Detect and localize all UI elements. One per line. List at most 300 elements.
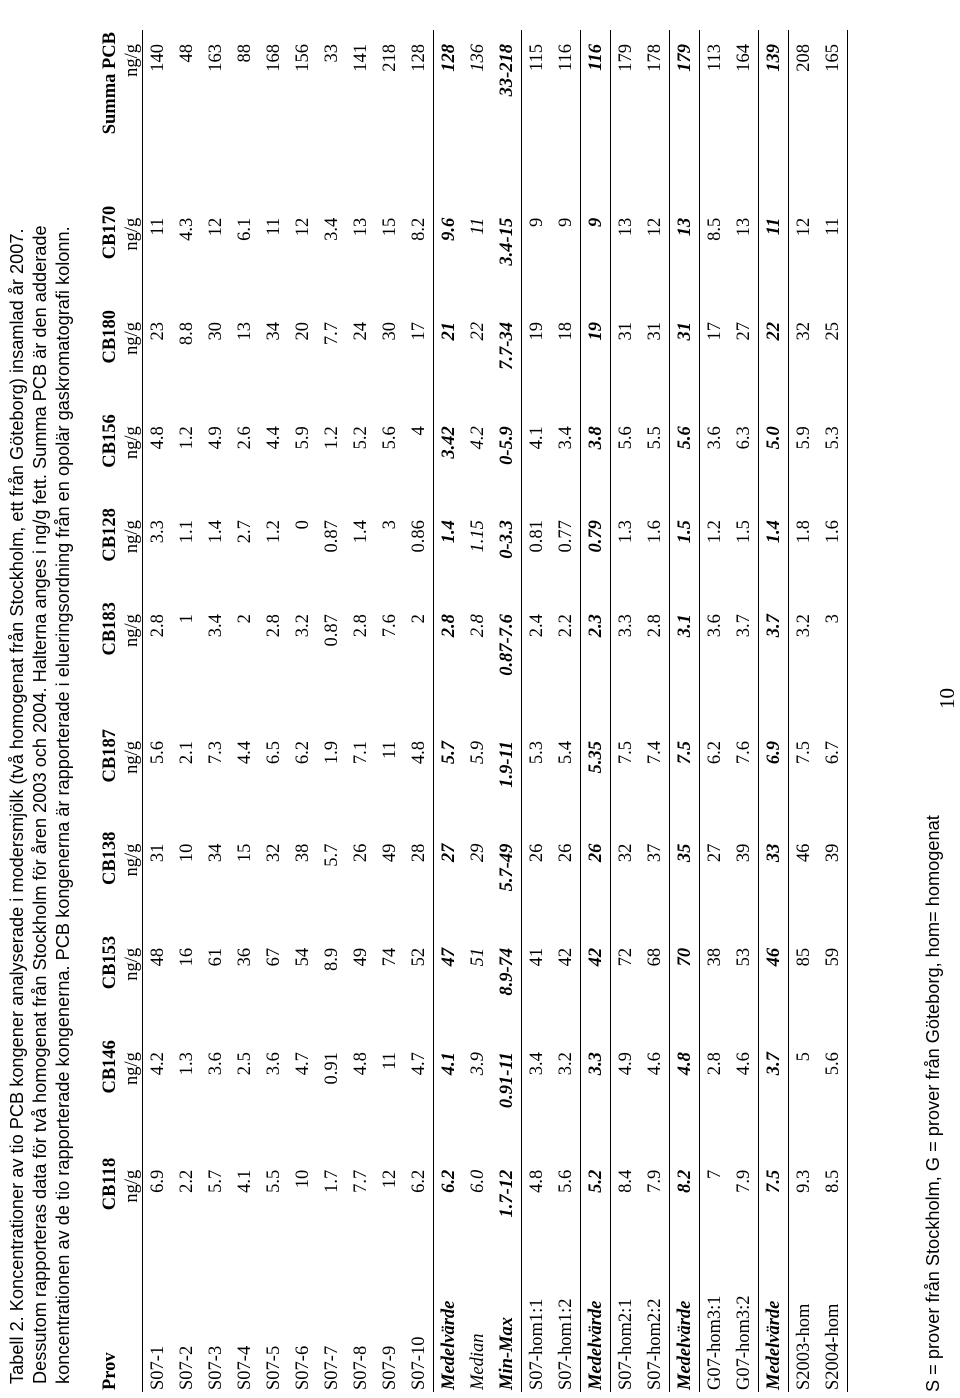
- table-cell: 6.2: [434, 1156, 464, 1260]
- table-cell: 3: [379, 520, 400, 530]
- table-cell: 1.3: [176, 1052, 197, 1076]
- table-cell: 2.8: [644, 614, 665, 638]
- row-label: S07-5: [263, 1345, 284, 1390]
- table-cell: 1.9: [321, 741, 342, 765]
- table-cell: 5.9: [789, 412, 819, 506]
- table-cell: 5.6: [670, 412, 700, 506]
- table-cell: 1.15: [467, 520, 488, 553]
- pcb-table: [98, 30, 848, 1392]
- table-cell: 18: [555, 322, 576, 341]
- table-cell: 0-3.3: [496, 520, 517, 559]
- table-cell: 3.7: [733, 614, 754, 638]
- table-row: [172, 30, 201, 1392]
- table-cell: 1.5: [733, 520, 754, 544]
- table-cell: 1.6: [818, 506, 848, 600]
- row-label: G07-hom3:2: [733, 1295, 754, 1390]
- table-cell: 1.2: [700, 506, 730, 600]
- table-cell: 22: [759, 308, 789, 412]
- table-cell: 23: [143, 308, 173, 412]
- table-cell: 5: [789, 1038, 819, 1156]
- table-cell: 1.2: [321, 426, 342, 450]
- table-cell: 6.2: [292, 741, 313, 765]
- table-cell: 33-218: [496, 44, 517, 97]
- table-cell: 0.77: [555, 520, 576, 553]
- table-cell: 8.9: [321, 947, 342, 971]
- table-cell: 8.5: [818, 1156, 848, 1260]
- table-caption: [6, 14, 75, 1384]
- table-cell: 3.4: [522, 1038, 552, 1156]
- column-header: CB170: [100, 205, 120, 260]
- table-cell: 5.9: [467, 741, 488, 765]
- table-cell: 4.7: [408, 1052, 429, 1076]
- table-cell: 15: [234, 843, 255, 863]
- table-cell: 3.6: [263, 1052, 284, 1076]
- table-cell: 12: [292, 217, 313, 237]
- table-cell: 6.9: [143, 1156, 173, 1260]
- table-cell: 9: [522, 204, 552, 308]
- table-cell: 1.4: [205, 520, 226, 544]
- table-cell: 3.2: [789, 600, 819, 727]
- table-cell: 22: [467, 322, 488, 341]
- table-cell: 3.2: [555, 1052, 576, 1076]
- table-cell: 7.5: [759, 1156, 789, 1260]
- table-cell: 74: [379, 947, 400, 967]
- table-cell: 4.8: [408, 741, 429, 765]
- row-label: S07-10: [408, 1336, 429, 1390]
- table-cell: 53: [733, 947, 754, 967]
- table-cell: 113: [700, 30, 730, 204]
- table-cell: 0.86: [408, 520, 429, 553]
- row-label: S07-7: [321, 1345, 342, 1390]
- table-cell: 85: [789, 934, 819, 1038]
- table-row: [670, 30, 700, 1392]
- table-cell: 7.7: [321, 322, 342, 346]
- table-cell: 11: [818, 204, 848, 308]
- table-cell: 42: [581, 934, 611, 1038]
- table-cell: 3.7: [759, 600, 789, 727]
- table-cell: 2.7: [234, 520, 255, 544]
- table-cell: 27: [700, 830, 730, 934]
- table-cell: 2.8: [263, 614, 284, 638]
- table-cell: 7.5: [789, 727, 819, 830]
- unit-cell: ng/g: [122, 217, 142, 251]
- unit-cell: ng/g: [122, 947, 142, 981]
- table-body: [143, 30, 848, 1392]
- table-cell: 1.8: [789, 506, 819, 600]
- table-cell: 51: [467, 947, 488, 967]
- table-cell: 48: [143, 934, 173, 1038]
- table-cell: 4.8: [670, 1038, 700, 1156]
- table-cell: 17: [700, 308, 730, 412]
- table-cell: 61: [205, 947, 226, 967]
- table-cell: 116: [581, 30, 611, 204]
- table-cell: 5.5: [644, 426, 665, 450]
- table-cell: 9: [581, 204, 611, 308]
- table-cell: 68: [644, 947, 665, 967]
- table-cell: 38: [292, 843, 313, 863]
- unit-cell: ng/g: [122, 322, 142, 355]
- table-cell: 30: [205, 322, 226, 341]
- table-cell: 1.2: [176, 426, 197, 450]
- unit-cell: ng/g: [122, 44, 142, 77]
- row-label: S07-3: [205, 1345, 226, 1390]
- table-cell: 140: [143, 30, 173, 204]
- row-label: S07-4: [234, 1345, 255, 1390]
- table-cell: 1.7: [321, 1169, 342, 1193]
- table-cell: 0.87: [321, 520, 342, 553]
- table-cell: 208: [789, 30, 819, 204]
- table-cell: 141: [350, 44, 371, 72]
- table-cell: 1.1: [176, 520, 197, 544]
- table-cell: 5.7-49: [496, 843, 517, 892]
- table-cell: 0.87: [321, 614, 342, 647]
- table-cell: 5.7: [321, 843, 342, 867]
- table-cell: 29: [467, 843, 488, 863]
- table-cell: 5.3: [522, 727, 552, 830]
- table-row: [288, 30, 317, 1392]
- table-units-row: [122, 30, 143, 1392]
- table-cell: 1.7-12: [496, 1169, 517, 1218]
- table-cell: 3.8: [581, 412, 611, 506]
- table-cell: 128: [408, 44, 429, 72]
- row-label: Medelvärde: [759, 1260, 789, 1392]
- table-cell: 88: [234, 44, 255, 63]
- table-cell: 7.6: [379, 614, 400, 638]
- column-header: CB180: [100, 310, 120, 364]
- table-cell: 10: [292, 1169, 313, 1189]
- table-cell: 1.6: [644, 520, 665, 544]
- table-cell: 8.8: [176, 322, 197, 346]
- table-cell: 2.8: [143, 600, 173, 727]
- table-cell: 2.5: [234, 1052, 255, 1076]
- table-cell: 2.4: [522, 600, 552, 727]
- table-cell: 6.1: [234, 217, 255, 241]
- table-row: [700, 30, 730, 1392]
- table-cell: 20: [292, 322, 313, 341]
- table-cell: 2.1: [176, 741, 197, 765]
- row-label: S2004-hom: [818, 1260, 848, 1392]
- table-cell: 2: [408, 614, 429, 624]
- table-cell: 52: [408, 947, 429, 967]
- table-cell: 4.8: [350, 1052, 371, 1076]
- page-number: 10: [935, 688, 959, 709]
- table-cell: 0.87-7.6: [496, 614, 517, 676]
- table-cell: 4.6: [733, 1052, 754, 1076]
- table-cell: 3: [818, 600, 848, 727]
- table-cell: 1.4: [350, 520, 371, 544]
- table-cell: 2.8: [350, 614, 371, 638]
- table-cell: 7.9: [644, 1169, 665, 1193]
- table-cell: 5.0: [759, 412, 789, 506]
- table-row: [611, 30, 641, 1392]
- table-cell: 4.6: [644, 1052, 665, 1076]
- table-cell: 3.4: [205, 614, 226, 638]
- table-cell: 49: [379, 843, 400, 863]
- table-row: [640, 30, 670, 1392]
- column-header: CB153: [100, 935, 120, 990]
- table-cell: 0: [292, 520, 313, 530]
- column-header: CB187: [100, 729, 120, 783]
- table-cell: 3.4: [555, 426, 576, 450]
- table-cell: 3.3: [143, 506, 173, 600]
- table-cell: 70: [670, 934, 700, 1038]
- table-cell: 36: [234, 947, 255, 967]
- caption-line: Dessutom rapporteras data för två homogenat från Stockholm för åren 2003 och 2004. Halterna anges i ng/g fett. Summa PCB är den adderade: [30, 225, 50, 1384]
- table-cell: 6.2: [700, 727, 730, 830]
- table-cell: 1.9-11: [496, 741, 517, 788]
- table-cell: 3.3: [611, 600, 641, 727]
- table-cell: 19: [581, 308, 611, 412]
- table-cell: 59: [818, 934, 848, 1038]
- table-cell: 12: [379, 1169, 400, 1189]
- table-cell: 9: [555, 217, 576, 228]
- table-cell: 5.35: [581, 727, 611, 830]
- table-cell: 27: [733, 322, 754, 341]
- table-cell: 10: [176, 843, 197, 863]
- table-cell: 32: [789, 308, 819, 412]
- table-cell: 7.4: [644, 741, 665, 765]
- row-label: S07-8: [350, 1345, 371, 1390]
- row-label: S07-hom2:1: [611, 1260, 641, 1392]
- table-cell: 1.4: [434, 506, 464, 600]
- table-cell: 12: [789, 204, 819, 308]
- table-cell: 13: [670, 204, 700, 308]
- table-cell: 11: [263, 217, 284, 236]
- table-cell: 31: [611, 308, 641, 412]
- table-row: [729, 30, 759, 1392]
- table-cell: 32: [611, 830, 641, 934]
- table-cell: 26: [555, 843, 576, 863]
- table-cell: 0.91-11: [496, 1052, 517, 1109]
- table-cell: 6.9: [759, 727, 789, 830]
- row-label: S07-1: [143, 1260, 173, 1392]
- table-cell: 7.5: [611, 727, 641, 830]
- row-label: S07-hom1:1: [522, 1260, 552, 1392]
- row-label: Medelvärde: [581, 1260, 611, 1392]
- table-cell: 4.1: [522, 412, 552, 506]
- row-label: S2003-hom: [789, 1260, 819, 1392]
- table-cell: 31: [644, 322, 665, 341]
- table-cell: 5.5: [263, 1169, 284, 1193]
- row-label: S07-9: [379, 1345, 400, 1390]
- table-cell: 17: [408, 322, 429, 341]
- table-cell: 218: [379, 44, 400, 72]
- table-cell: 4.8: [522, 1156, 552, 1260]
- table-cell: 6.5: [263, 741, 284, 765]
- table-cell: 13: [611, 204, 641, 308]
- table-row: [492, 30, 522, 1392]
- table-cell: 8.5: [700, 204, 730, 308]
- table-cell: 11: [143, 204, 173, 308]
- table-cell: 15: [379, 217, 400, 237]
- table-row: [201, 30, 230, 1392]
- table-cell: 2.6: [234, 426, 255, 450]
- table-cell: 1.2: [263, 520, 284, 544]
- row-label: Median: [467, 1333, 488, 1390]
- column-header: CB138: [100, 831, 120, 886]
- table-cell: 1.5: [670, 506, 700, 600]
- table-cell: 13: [733, 217, 754, 237]
- table-row: [404, 30, 434, 1392]
- table-cell: 7.1: [350, 741, 371, 765]
- table-cell: 19: [522, 308, 552, 412]
- table-cell: 31: [143, 830, 173, 934]
- row-label: S07-6: [292, 1345, 313, 1390]
- table-cell: 4.2: [467, 426, 488, 450]
- table-cell: 46: [789, 830, 819, 934]
- table-cell: 0-5.9: [496, 426, 517, 465]
- table-row: [434, 30, 464, 1392]
- column-header: CB146: [100, 1040, 120, 1094]
- table-cell: 26: [350, 843, 371, 863]
- table-row: [759, 30, 789, 1392]
- table-row: [581, 30, 611, 1392]
- table-cell: 2: [234, 614, 255, 624]
- table-cell: 49: [350, 947, 371, 967]
- table-cell: 5.9: [292, 426, 313, 450]
- unit-cell: ng/g: [122, 843, 142, 877]
- table-cell: 13: [234, 322, 255, 341]
- table-cell: 139: [759, 30, 789, 204]
- table-cell: 34: [263, 322, 284, 341]
- footnote: S = prover från Stockholm, G = prover från Göteborg, hom= homogenat: [923, 815, 943, 1392]
- table-cell: 4.9: [611, 1038, 641, 1156]
- table-cell: 11: [379, 741, 400, 759]
- table-cell: 26: [581, 830, 611, 934]
- table-cell: 34: [205, 843, 226, 863]
- table-cell: 11: [759, 204, 789, 308]
- table-cell: 3.6: [700, 412, 730, 506]
- table-row: [317, 30, 346, 1392]
- table-cell: 4.4: [263, 426, 284, 450]
- table-cell: 37: [644, 843, 665, 863]
- table-cell: 35: [670, 830, 700, 934]
- table-cell: 9.3: [789, 1156, 819, 1260]
- caption-line: koncentrationen av de tio rapporterade kongenerna. PCB kongenerna är rapporterade i elueringsordning från en opolär gaskromatografi kolonn.: [53, 226, 73, 1384]
- row-label: Min-Max: [496, 1317, 517, 1390]
- table-cell: 7.7-34: [496, 322, 517, 370]
- table-cell: 4.1: [234, 1169, 255, 1193]
- table-cell: 3.3: [581, 1038, 611, 1156]
- column-header: CB156: [100, 414, 120, 468]
- table-cell: 4.7: [292, 1052, 313, 1076]
- row-label: Medelvärde: [670, 1260, 700, 1392]
- table-cell: 33: [759, 830, 789, 934]
- table-cell: 8.2: [408, 217, 429, 241]
- column-header: Prov: [100, 1352, 120, 1390]
- table-cell: 1.3: [611, 506, 641, 600]
- table-cell: 179: [670, 30, 700, 204]
- table-cell: 5.7: [205, 1169, 226, 1193]
- table-cell: 24: [350, 322, 371, 341]
- table-cell: 156: [292, 44, 313, 72]
- table-cell: 0.79: [581, 506, 611, 600]
- table-cell: 33: [321, 44, 342, 63]
- table-row: [259, 30, 288, 1392]
- table-row: [346, 30, 375, 1392]
- table-cell: 163: [205, 44, 226, 72]
- table-cell: 39: [818, 830, 848, 934]
- table-cell: 48: [176, 44, 197, 63]
- table-row: [230, 30, 259, 1392]
- table-cell: 5.6: [379, 426, 400, 450]
- table-cell: 2.8: [700, 1038, 730, 1156]
- table-cell: 3.6: [205, 1052, 226, 1076]
- table-cell: 38: [700, 934, 730, 1038]
- table-row: [551, 30, 581, 1392]
- table-cell: 115: [522, 30, 552, 204]
- table-cell: 47: [434, 934, 464, 1038]
- table-cell: 26: [522, 830, 552, 934]
- table-cell: 178: [644, 44, 665, 72]
- table-cell: 2.8: [434, 600, 464, 727]
- table-cell: 5.3: [818, 412, 848, 506]
- table-cell: 165: [818, 30, 848, 204]
- unit-cell: ng/g: [122, 1052, 142, 1085]
- table-cell: 128: [434, 30, 464, 204]
- table-cell: 179: [611, 30, 641, 204]
- unit-cell: ng/g: [122, 741, 142, 774]
- table-cell: 1: [176, 614, 197, 624]
- table-row: [789, 30, 819, 1392]
- table-cell: 7: [700, 1156, 730, 1260]
- table-cell: 46: [759, 934, 789, 1038]
- table-cell: 3.9: [467, 1052, 488, 1076]
- table-cell: 12: [644, 217, 665, 237]
- table-cell: 8.2: [670, 1156, 700, 1260]
- table-row: [463, 30, 492, 1392]
- table-cell: 31: [670, 308, 700, 412]
- table-cell: 42: [555, 947, 576, 967]
- table-cell: 9.6: [434, 204, 464, 308]
- table-cell: 25: [818, 308, 848, 412]
- table-cell: 136: [467, 44, 488, 72]
- table-cell: 39: [733, 843, 754, 863]
- table-cell: 28: [408, 843, 429, 863]
- table-cell: 11: [379, 1052, 400, 1070]
- table-cell: 27: [434, 830, 464, 934]
- table-cell: 4.1: [434, 1038, 464, 1156]
- table-cell: 41: [522, 934, 552, 1038]
- table-cell: 3.6: [700, 600, 730, 727]
- table-cell: 3.1: [670, 600, 700, 727]
- table-cell: 116: [555, 44, 576, 72]
- table-cell: 6.2: [408, 1169, 429, 1193]
- row-label: S07-hom2:2: [644, 1298, 665, 1390]
- table-cell: 3.7: [759, 1038, 789, 1156]
- table-cell: 5.6: [143, 727, 173, 830]
- table-cell: 5.7: [434, 727, 464, 830]
- unit-cell: ng/g: [122, 1169, 142, 1203]
- table-cell: 2.2: [176, 1169, 197, 1193]
- unit-cell: ng/g: [122, 614, 142, 647]
- table-cell: 7.5: [670, 727, 700, 830]
- table-cell: 168: [263, 44, 284, 72]
- unit-cell: ng/g: [122, 426, 142, 460]
- table-cell: 3.4: [321, 217, 342, 241]
- table-cell: 4.4: [234, 741, 255, 765]
- table-cell: 7.9: [733, 1169, 754, 1193]
- table-cell: 0.81: [522, 506, 552, 600]
- table-cell: 6.0: [467, 1169, 488, 1193]
- table-cell: 30: [379, 322, 400, 341]
- table-row: [143, 30, 173, 1392]
- table-cell: 3.2: [292, 614, 313, 638]
- table-cell: 4.9: [205, 426, 226, 450]
- table-row: [818, 30, 848, 1392]
- table-cell: 2.2: [555, 614, 576, 638]
- row-label: S07-hom1:2: [555, 1298, 576, 1390]
